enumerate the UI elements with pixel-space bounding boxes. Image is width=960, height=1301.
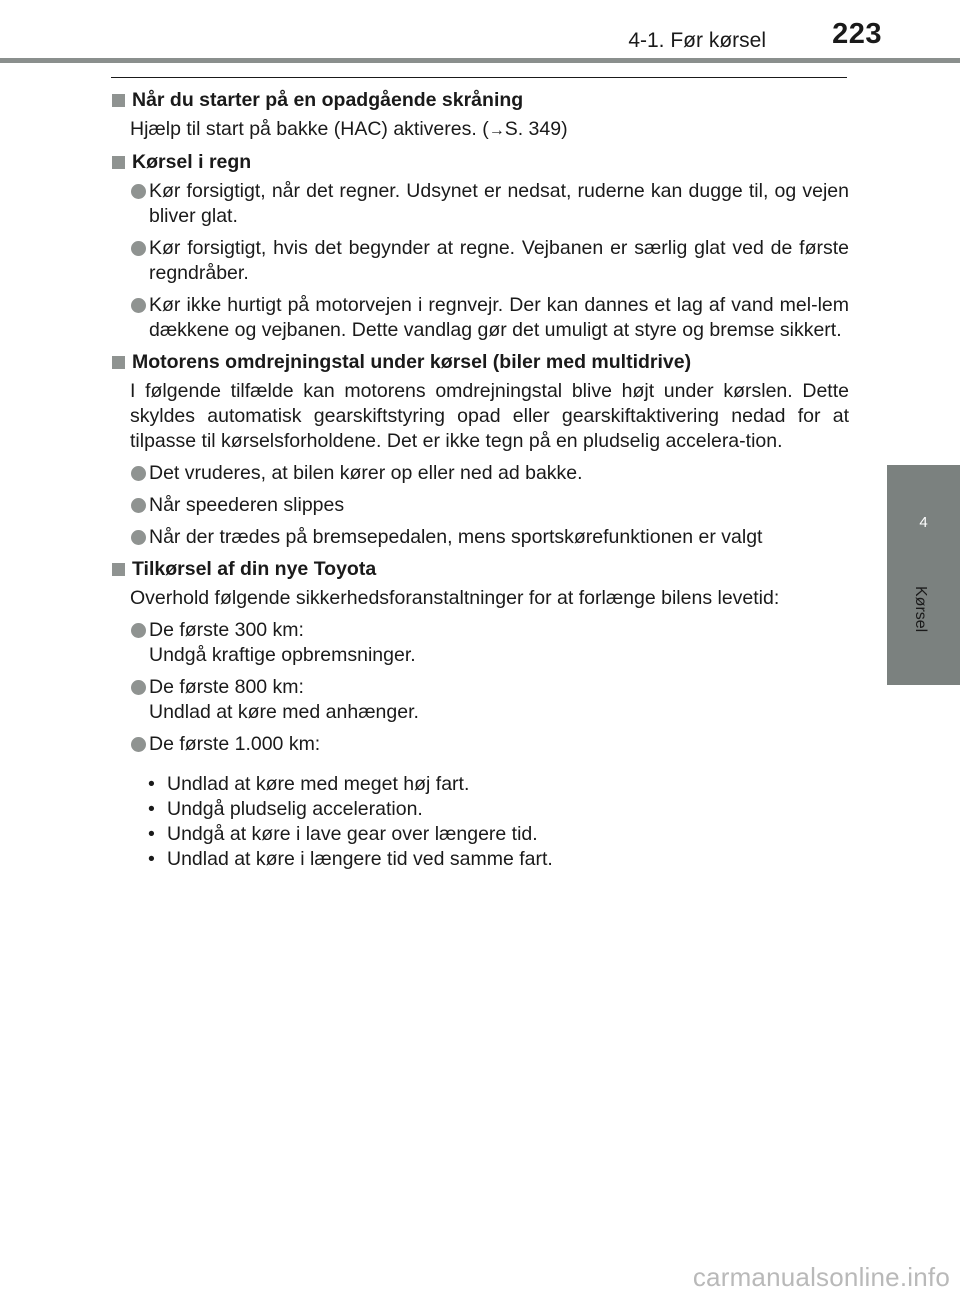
section-heading-text: Kørsel i regn [132, 151, 252, 173]
list-item-text: Det vruderes, at bilen kører op eller ned ad bakke. [149, 462, 583, 484]
square-bullet-icon [112, 356, 125, 369]
section-heading [111, 557, 849, 582]
circle-bullet-icon [131, 498, 146, 513]
circle-bullet-icon [131, 623, 146, 638]
square-bullet-icon [112, 94, 125, 107]
list-item [111, 675, 849, 725]
paragraph-text: Hjælp til start på bakke (HAC) aktiveres. ( [130, 118, 489, 140]
list-item [111, 732, 849, 757]
list-item-text: Kør ikke hurtigt på motorvejen i regnvejr. Der kan dannes et lag af vand mel-lem dækkene og vejbanen. Dette vandlag gør det umuligt at styre og bremse sikkert. [149, 294, 849, 341]
circle-bullet-icon [131, 737, 146, 752]
spacer [111, 764, 849, 772]
circle-bullet-icon [131, 680, 146, 695]
sub-list-item-text: Undlad at køre med meget høj fart. [167, 773, 470, 795]
list-item [111, 236, 849, 286]
list-item [111, 525, 849, 550]
sub-list-item [111, 772, 849, 797]
circle-bullet-icon [131, 530, 146, 545]
header-bar [0, 58, 960, 63]
list-item-title: De første 300 km: [149, 619, 304, 641]
circle-bullet-icon [131, 466, 146, 481]
circle-bullet-icon [131, 298, 146, 313]
chapter-side-tab [887, 465, 960, 685]
section-heading [111, 88, 849, 113]
circle-bullet-icon [131, 184, 146, 199]
list-item-detail: Undgå kraftige opbremsninger. [149, 644, 416, 666]
list-item-text: Kør forsigtigt, når det regner. Udsynet er nedsat, ruderne kan dugge til, og vejen bliver glat. [149, 180, 849, 227]
dot-bullet-icon: • [148, 848, 155, 870]
content-top-rule [111, 77, 847, 78]
chapter-tab-label: Kørsel [912, 586, 929, 633]
page-reference-link[interactable]: S. 349) [504, 118, 568, 140]
circle-bullet-icon [131, 241, 146, 256]
square-bullet-icon [112, 156, 125, 169]
square-bullet-icon [112, 563, 125, 576]
section-heading-text: Motorens omdrejningstal under kørsel (biler med multidrive) [132, 351, 692, 373]
section-heading-text: Når du starter på en opadgående skråning [132, 89, 524, 111]
section-paragraph [130, 117, 849, 143]
dot-bullet-icon: • [148, 823, 155, 845]
section-paragraph: I følgende tilfælde kan motorens omdrejningstal blive højt under kørslen. Dette skyldes automatisk gearskiftstyring opad eller gearskiftaktivering nedad for at tilpasse til kørselsforholdene. Det er ikke tegn på en pludselig accelera-tion. [130, 380, 849, 452]
dot-bullet-icon: • [148, 798, 155, 820]
sub-list-item-text: Undgå at køre i lave gear over længere tid. [167, 823, 538, 845]
sub-list-item [111, 822, 849, 847]
sub-list-item [111, 797, 849, 822]
page-content [111, 88, 849, 872]
list-item [111, 493, 849, 518]
sub-list-item [111, 847, 849, 872]
list-item-title: De første 1.000 km: [149, 733, 321, 755]
list-item [111, 179, 849, 229]
list-item-text: Når der trædes på bremsepedalen, mens sportskørefunktionen er valgt [149, 526, 763, 548]
arrow-right-icon: → [488, 122, 505, 139]
section-heading [111, 150, 849, 175]
section-heading-text: Tilkørsel af din nye Toyota [132, 558, 377, 580]
list-item-text: Når speederen slippes [149, 494, 345, 516]
header-section-title: 4-1. Før kørsel [628, 29, 766, 52]
watermark-text: carmanualsonline.info [692, 1262, 950, 1292]
list-item-title: De første 800 km: [149, 676, 304, 698]
dot-bullet-icon: • [148, 773, 155, 795]
list-item-text: Kør forsigtigt, hvis det begynder at regne. Vejbanen er særlig glat ved de første regndråber. [149, 237, 849, 284]
chapter-tab-number: 4 [919, 514, 928, 531]
list-item [111, 618, 849, 668]
sub-list-item-text: Undlad at køre i længere tid ved samme fart. [167, 848, 553, 870]
list-item [111, 461, 849, 486]
section-paragraph: Overhold følgende sikkerhedsforanstaltninger for at forlænge bilens levetid: [130, 587, 780, 609]
page-number: 223 [832, 18, 882, 50]
section-heading [111, 350, 849, 375]
list-item-detail: Undlad at køre med anhænger. [149, 701, 419, 723]
list-item [111, 293, 849, 343]
sub-list-item-text: Undgå pludselig acceleration. [167, 798, 423, 820]
